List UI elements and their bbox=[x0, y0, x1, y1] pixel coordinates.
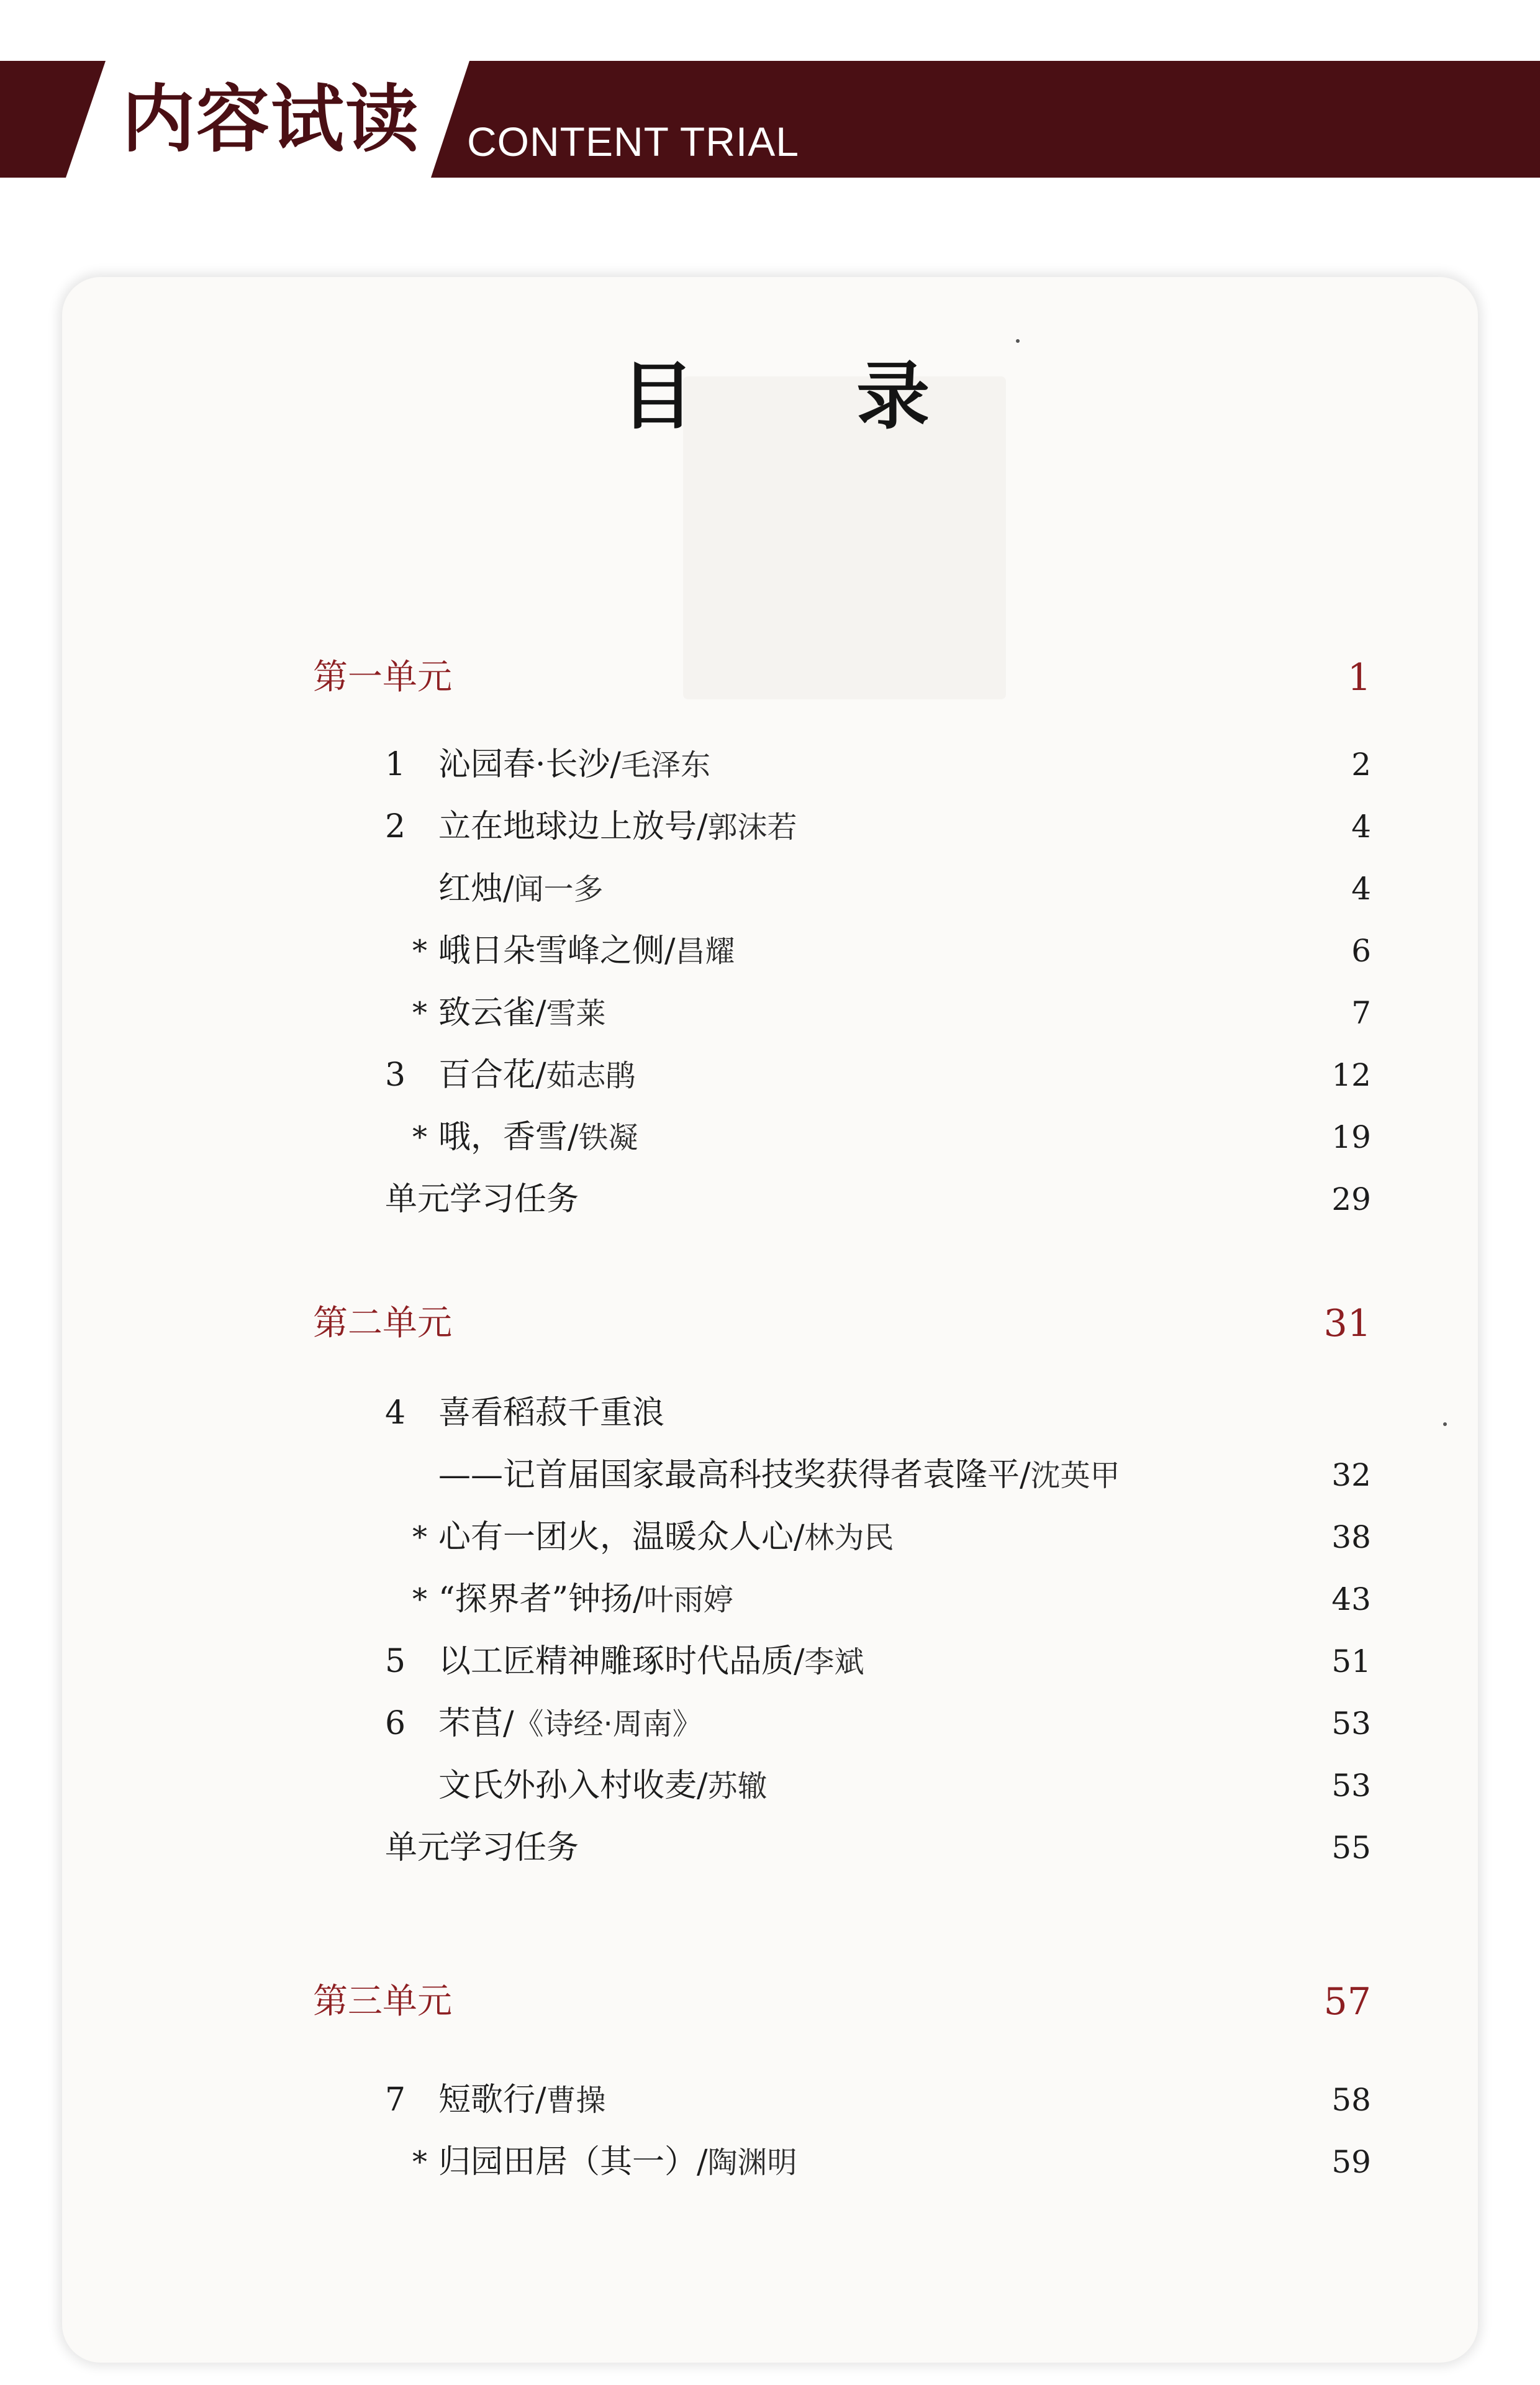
toc-entry[interactable] bbox=[438, 1517, 894, 1558]
entry-number: 3 bbox=[385, 1056, 406, 1094]
header-banner bbox=[0, 61, 1540, 178]
entry-page-number: 58 bbox=[1331, 2082, 1371, 2118]
entry-title: 以工匠精神雕琢时代品质 bbox=[438, 1643, 794, 1680]
entry-number: 7 bbox=[385, 2081, 406, 2119]
toc-entry[interactable] bbox=[438, 930, 735, 972]
optional-marker: * bbox=[412, 1582, 427, 1617]
entry-title: 短歌行 bbox=[438, 2081, 536, 2119]
entry-author: 郭沫若 bbox=[707, 810, 797, 845]
toc-entry[interactable] bbox=[438, 744, 710, 786]
unit-heading[interactable]: 第三单元 bbox=[313, 1981, 452, 2022]
entry-page-number: 12 bbox=[1331, 1057, 1371, 1093]
entry-page-number: 4 bbox=[1351, 871, 1371, 907]
banner-title: 内容试读 bbox=[122, 76, 420, 162]
toc-entry[interactable] bbox=[438, 1765, 768, 1807]
entry-title: 红烛 bbox=[438, 870, 504, 907]
entry-title: “探界者”钟扬 bbox=[438, 1581, 633, 1618]
entry-separator: / bbox=[664, 932, 676, 970]
unit-heading[interactable]: 第一单元 bbox=[313, 657, 452, 697]
optional-marker: * bbox=[412, 2145, 427, 2179]
entry-page-number: 43 bbox=[1331, 1581, 1371, 1617]
toc-entry[interactable] bbox=[438, 2142, 797, 2183]
entry-title: 单元学习任务 bbox=[385, 1181, 579, 1218]
entry-separator: / bbox=[503, 870, 514, 907]
optional-marker: * bbox=[412, 1120, 427, 1155]
entry-number: 1 bbox=[385, 746, 406, 783]
toc-entry[interactable] bbox=[438, 868, 604, 910]
entry-title: 心有一团火，温暖众人心 bbox=[438, 1519, 794, 1556]
page-speck bbox=[1016, 339, 1020, 343]
entry-separator: / bbox=[610, 746, 622, 783]
page-speck bbox=[1443, 1422, 1447, 1426]
toc-entry[interactable] bbox=[438, 1392, 664, 1433]
optional-marker: * bbox=[412, 934, 427, 968]
entry-page-number: 53 bbox=[1331, 1706, 1371, 1742]
optional-marker: * bbox=[412, 996, 427, 1030]
entry-page-number: 53 bbox=[1331, 1768, 1371, 1804]
entry-title: 立在地球边上放号 bbox=[438, 808, 697, 845]
entry-separator: / bbox=[1020, 1456, 1031, 1494]
entry-separator: / bbox=[633, 1581, 644, 1618]
entry-page-number: 32 bbox=[1331, 1457, 1371, 1493]
toc-entry-subtitle[interactable] bbox=[438, 1455, 1120, 1496]
entry-page-number: 59 bbox=[1331, 2144, 1371, 2180]
entry-separator: / bbox=[794, 1643, 805, 1680]
entry-title: 哦，香雪 bbox=[438, 1119, 568, 1156]
toc-title: 目 录 bbox=[621, 353, 999, 439]
entry-page-number: 2 bbox=[1351, 747, 1371, 783]
entry-separator: / bbox=[794, 1519, 805, 1556]
entry-title: 芣苢 bbox=[438, 1705, 504, 1742]
toc-entry[interactable] bbox=[438, 1641, 864, 1683]
entry-author: 毛泽东 bbox=[621, 748, 711, 783]
toc-entry[interactable] bbox=[438, 2079, 606, 2121]
entry-separator: / bbox=[568, 1119, 579, 1156]
entry-author: 茹志鹃 bbox=[546, 1058, 636, 1093]
toc-entry-unit-task[interactable] bbox=[385, 1827, 579, 1868]
entry-separator: / bbox=[535, 994, 546, 1032]
entry-title: 百合花 bbox=[438, 1056, 536, 1094]
entry-page-number: 55 bbox=[1331, 1830, 1371, 1866]
entry-separator: / bbox=[697, 1767, 708, 1804]
entry-author: 叶雨婷 bbox=[643, 1583, 733, 1617]
entry-separator: / bbox=[697, 2143, 708, 2181]
entry-page-number: 38 bbox=[1331, 1519, 1371, 1555]
entry-author: 闻一多 bbox=[514, 872, 604, 907]
entry-page-number: 4 bbox=[1351, 809, 1371, 845]
entry-title: 单元学习任务 bbox=[385, 1829, 579, 1866]
entry-separator: / bbox=[535, 2081, 546, 2119]
entry-page-number: 19 bbox=[1331, 1119, 1371, 1155]
unit-heading[interactable]: 第二单元 bbox=[313, 1303, 452, 1343]
unit-page-number: 31 bbox=[1323, 1302, 1371, 1345]
entry-number: 4 bbox=[385, 1394, 406, 1432]
entry-author: 苏辙 bbox=[707, 1769, 768, 1804]
entry-number: 5 bbox=[385, 1643, 406, 1680]
entry-title: 归园田居（其一） bbox=[438, 2143, 697, 2181]
toc-entry[interactable] bbox=[438, 1703, 702, 1745]
entry-separator: / bbox=[503, 1705, 514, 1742]
entry-author: 雪莱 bbox=[546, 996, 606, 1031]
unit-page-number: 57 bbox=[1323, 1980, 1371, 2024]
toc-entry[interactable] bbox=[438, 993, 606, 1034]
toc-entry[interactable] bbox=[438, 806, 797, 848]
entry-page-number: 7 bbox=[1351, 995, 1371, 1031]
entry-author: 昌耀 bbox=[675, 934, 735, 969]
book-page-card bbox=[62, 277, 1478, 2363]
entry-title: 峨日朵雪峰之侧 bbox=[438, 932, 665, 970]
toc-entry-unit-task[interactable] bbox=[385, 1179, 579, 1220]
entry-author: 李斌 bbox=[804, 1645, 864, 1679]
entry-author: 林为民 bbox=[804, 1520, 894, 1555]
entry-author: 《诗经·周南》 bbox=[514, 1707, 702, 1742]
entry-number: 6 bbox=[385, 1705, 406, 1742]
banner-subtitle: CONTENT TRIAL bbox=[467, 119, 799, 165]
entry-author: 铁凝 bbox=[578, 1120, 638, 1155]
entry-separator: / bbox=[697, 808, 708, 845]
entry-title: 文氏外孙入村收麦 bbox=[438, 1767, 697, 1804]
toc-entry[interactable] bbox=[438, 1579, 733, 1620]
entry-separator: / bbox=[535, 1056, 546, 1094]
toc-entry[interactable] bbox=[438, 1117, 638, 1158]
entry-author: 沈英甲 bbox=[1030, 1458, 1120, 1493]
unit-page-number: 1 bbox=[1347, 656, 1371, 699]
entry-title: ——记首届国家最高科技奖获得者袁隆平 bbox=[438, 1456, 1020, 1494]
entry-title: 致云雀 bbox=[438, 994, 536, 1032]
entry-page-number: 51 bbox=[1331, 1643, 1371, 1679]
entry-author: 曹操 bbox=[546, 2083, 606, 2118]
entry-page-number: 6 bbox=[1351, 933, 1371, 969]
entry-page-number: 29 bbox=[1331, 1181, 1371, 1217]
entry-title: 沁园春·长沙 bbox=[438, 746, 610, 783]
optional-marker: * bbox=[412, 1520, 427, 1555]
toc-entry[interactable] bbox=[438, 1055, 636, 1096]
entry-author: 陶渊明 bbox=[707, 2145, 797, 2180]
entry-number: 2 bbox=[385, 808, 406, 845]
entry-title: 喜看稻菽千重浪 bbox=[438, 1394, 665, 1432]
